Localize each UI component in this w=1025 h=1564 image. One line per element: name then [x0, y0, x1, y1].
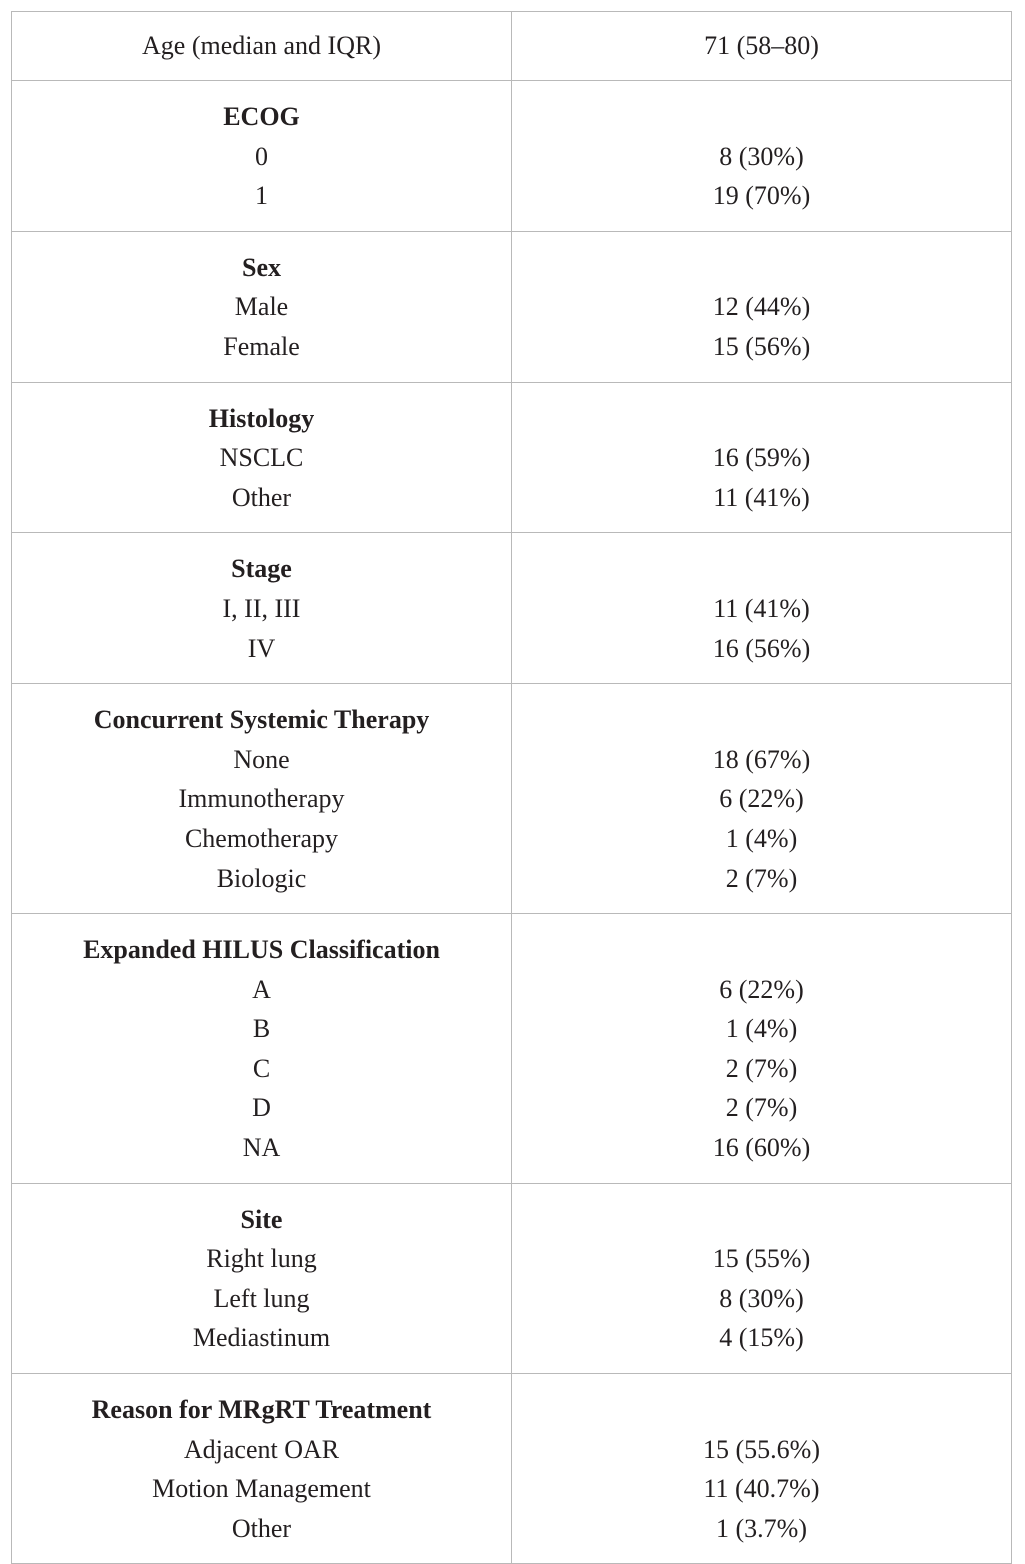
group-value-cell [512, 684, 1012, 914]
group-header-spacer [512, 1200, 1011, 1240]
row-label: Female [223, 331, 300, 361]
table-row-group [12, 533, 1012, 684]
row-value: 1 (4%) [725, 1014, 798, 1044]
row-value: 1 (4%) [725, 823, 798, 853]
row-value: 1 (3.7%) [716, 1513, 807, 1543]
table-row-group [12, 81, 1012, 232]
group-label-cell [12, 1183, 512, 1373]
row-label: 0 [255, 141, 268, 171]
group-label-cell [12, 684, 512, 914]
group-header-spacer [512, 399, 1011, 439]
row-label: None [233, 744, 290, 774]
group-value-cell [512, 81, 1012, 232]
row-value: 6 (22%) [719, 974, 804, 1004]
group-header-spacer [512, 549, 1011, 589]
row-value: 11 (41%) [713, 593, 810, 623]
group-label-cell [12, 533, 512, 684]
characteristics-table-container [11, 11, 1011, 1564]
age-value: 71 (58–80) [704, 31, 819, 61]
row-label: Other [231, 1513, 292, 1543]
group-header: Histology [208, 403, 315, 433]
group-header: Reason for MRgRT Treatment [91, 1395, 432, 1425]
row-label: B [252, 1014, 271, 1044]
group-header: Stage [231, 554, 292, 584]
row-label: Chemotherapy [184, 823, 339, 853]
row-label: Immunotherapy [178, 784, 345, 814]
group-header: Concurrent Systemic Therapy [93, 705, 430, 735]
row-value: 15 (55.6%) [703, 1434, 820, 1464]
row-label: Left lung [213, 1283, 310, 1313]
group-header: Sex [242, 252, 281, 282]
group-header-spacer [512, 248, 1011, 288]
row-label: Motion Management [152, 1474, 371, 1504]
row-label: A [252, 974, 271, 1004]
row-label: Mediastinum [192, 1323, 331, 1353]
group-label-cell [12, 81, 512, 232]
row-label-cell [12, 12, 512, 81]
row-value: 19 (70%) [712, 181, 811, 211]
group-label-cell [12, 231, 512, 382]
row-value: 18 (67%) [712, 744, 811, 774]
row-label: Biologic [216, 863, 307, 893]
row-label: Right lung [206, 1244, 317, 1274]
row-value: 15 (55%) [712, 1244, 811, 1274]
row-value: 16 (56%) [712, 633, 811, 663]
row-value: 12 (44%) [712, 292, 811, 322]
row-value: 2 (7%) [725, 863, 798, 893]
row-label: 1 [255, 181, 268, 211]
row-label: D [252, 1093, 271, 1123]
table-row-group [12, 914, 1012, 1184]
group-value-cell [512, 533, 1012, 684]
row-value: 4 (15%) [719, 1323, 804, 1353]
group-header: Site [240, 1204, 283, 1234]
row-value: 16 (59%) [712, 443, 811, 473]
row-label: Male [234, 292, 289, 322]
row-label: C [252, 1053, 271, 1083]
row-label: NSCLC [219, 443, 304, 473]
row-label: Other [231, 482, 292, 512]
row-value: 2 (7%) [725, 1093, 798, 1123]
row-label: NA [242, 1133, 281, 1163]
group-label-cell [12, 382, 512, 533]
table-row-group [12, 684, 1012, 914]
row-label: IV [247, 633, 276, 663]
table-row-group [12, 231, 1012, 382]
group-value-cell [512, 914, 1012, 1184]
row-value: 15 (56%) [712, 331, 811, 361]
characteristics-table [11, 11, 1012, 1564]
row-value: 11 (40.7%) [703, 1474, 820, 1504]
group-header-spacer [512, 97, 1011, 137]
table-row-group [12, 1374, 1012, 1564]
group-header: Expanded HILUS Classification [83, 935, 440, 965]
group-header-spacer [512, 930, 1011, 970]
group-header-spacer [512, 1390, 1011, 1430]
group-value-cell [512, 1183, 1012, 1373]
group-label-cell [12, 914, 512, 1184]
group-value-cell [512, 382, 1012, 533]
row-value-cell [512, 12, 1012, 81]
table-row-age [12, 12, 1012, 81]
age-label: Age (median and IQR) [142, 31, 381, 61]
row-label: Adjacent OAR [183, 1434, 340, 1464]
group-header: ECOG [223, 102, 300, 131]
table-body [12, 12, 1012, 1564]
row-label: I, II, III [222, 593, 301, 623]
row-value: 16 (60%) [712, 1133, 811, 1163]
group-header-spacer [512, 700, 1011, 740]
table-row-group [12, 1183, 1012, 1373]
row-value: 8 (30%) [719, 141, 804, 171]
table-row-group [12, 382, 1012, 533]
group-value-cell [512, 1374, 1012, 1564]
group-value-cell [512, 231, 1012, 382]
group-label-cell [12, 1374, 512, 1564]
row-value: 2 (7%) [725, 1053, 798, 1083]
row-value: 11 (41%) [713, 482, 810, 512]
row-value: 6 (22%) [719, 784, 804, 814]
row-value: 8 (30%) [719, 1283, 804, 1313]
